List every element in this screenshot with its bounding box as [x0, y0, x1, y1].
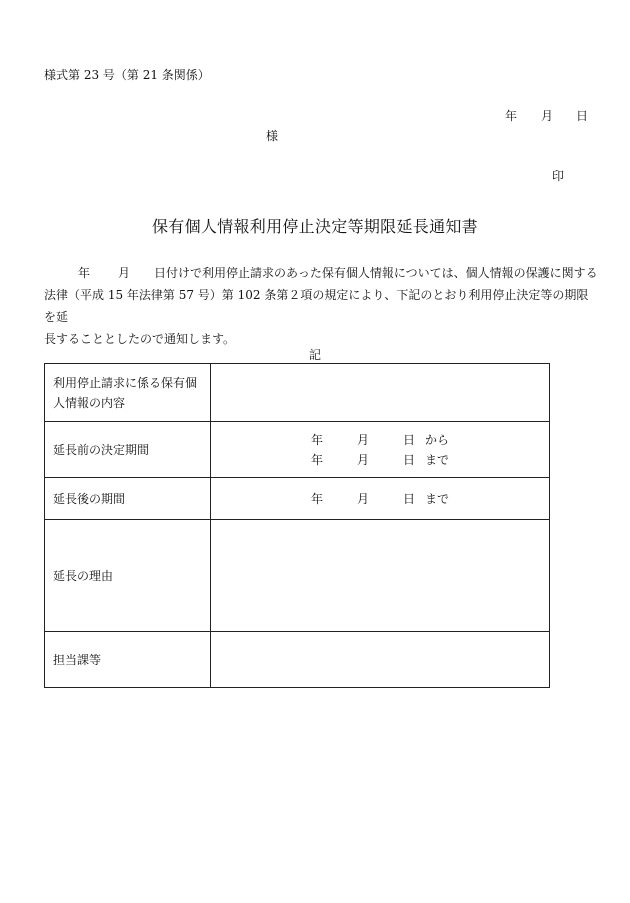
notice-body — [44, 262, 598, 350]
information-content-field — [211, 364, 550, 422]
until-label: まで — [425, 452, 450, 467]
notice-table — [44, 363, 550, 688]
month-label: 月 — [357, 491, 370, 506]
row-label-period-before: 延長前の決定期間 — [45, 422, 211, 478]
year-label: 年 — [311, 452, 324, 467]
date-month-label: 月 — [541, 109, 554, 123]
day-label: 日 — [403, 452, 416, 467]
row-label-period-after: 延長後の期間 — [45, 478, 211, 520]
date-year-label: 年 — [505, 109, 518, 123]
table-row — [45, 478, 550, 520]
body-line-1 — [44, 262, 598, 284]
date-line — [311, 489, 541, 509]
row-label-extension-reason: 延長の理由 — [45, 520, 211, 632]
document-title: 保有個人情報利用停止決定等期限延長通知書 — [151, 217, 478, 236]
body-line-3: 長することとしたので通知します。 — [44, 332, 236, 346]
date-line — [311, 430, 541, 450]
row-label-information-content: 利用停止請求に係る保有個人情報の内容 — [45, 364, 211, 422]
period-before-field — [211, 422, 550, 478]
responsible-section-field — [211, 632, 550, 688]
year-label: 年 — [311, 491, 324, 506]
body-year-label: 年 — [78, 266, 91, 280]
seal-mark: 印 — [552, 169, 565, 183]
body-line-2: 法律（平成 15 年法律第 57 号）第 102 条第２項の規定により、下記のとおり利用停止決定等の期限を延 — [44, 288, 589, 324]
table-row — [45, 364, 550, 422]
day-label: 日 — [403, 491, 416, 506]
extension-reason-field — [211, 520, 550, 632]
table-row — [45, 632, 550, 688]
period-after-field — [211, 478, 550, 520]
year-label: 年 — [311, 432, 324, 447]
row-label-responsible-section: 担当課等 — [45, 632, 211, 688]
date-line — [311, 450, 541, 470]
addressee-honorific: 様 — [266, 129, 279, 143]
ki-heading: 記 — [308, 348, 321, 362]
month-label: 月 — [357, 452, 370, 467]
body-line-1-text: 日付けで利用停止請求のあった保有個人情報については、個人情報の保護に関する — [154, 266, 598, 280]
table-row — [45, 422, 550, 478]
until-label: まで — [425, 491, 450, 506]
day-label: 日 — [403, 432, 416, 447]
table-row — [45, 520, 550, 632]
date-day-label: 日 — [576, 109, 589, 123]
body-month-label: 月 — [118, 266, 131, 280]
from-label: から — [425, 432, 450, 447]
form-number: 様式第 23 号（第 21 条関係） — [44, 68, 210, 82]
month-label: 月 — [357, 432, 370, 447]
